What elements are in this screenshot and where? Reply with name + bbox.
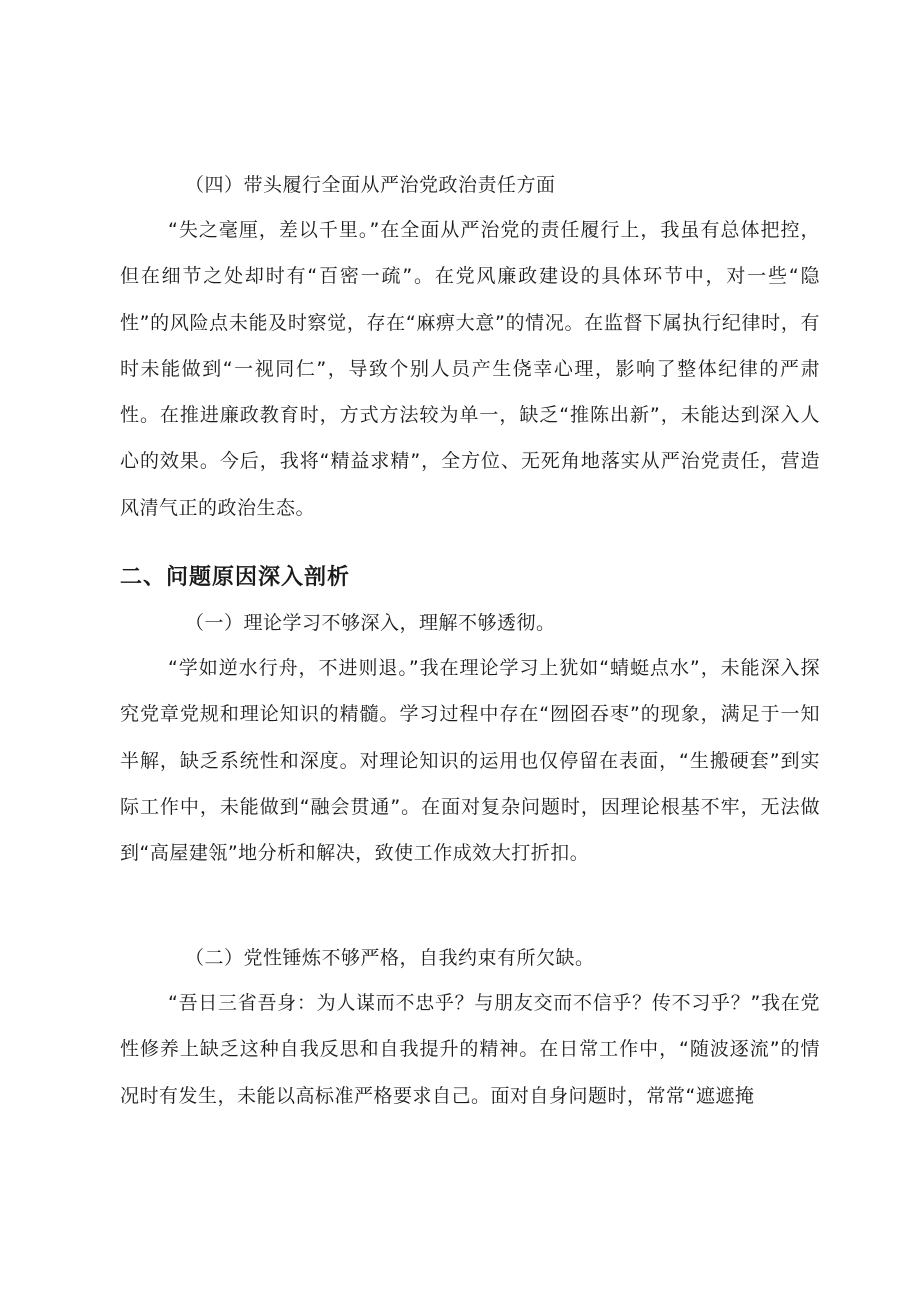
- cause2-paragraph: “吾日三省吾身：为人谋而不忠乎？与朋友交而不信乎？传不习乎？”我在党性修养上缺乏这种自我反思和自我提升的精神。在日常工作中，“随波逐流”的情况时有发生，未能以高标准严格要求自己。面对自身问题时，常常“遮遮掩: [120, 992, 820, 1107]
- cause1-heading: （一）理论学习不够深入，理解不够透彻。: [185, 612, 556, 634]
- cause2-heading: （二）党性锤炼不够严格，自我约束有所欠缺。: [185, 947, 595, 969]
- section4-paragraph: “失之毫厘，差以千里。”在全面从严治党的责任履行上，我虽有总体把控，但在细节之处却时有“百密一疏”。在党风廉政建设的具体环节中，对一些“隐性”的风险点未能及时察觉，存在“麻痹大意”的情况。在监督下属执行纪律时，有时未能做到“一视同仁”，导致个别人员产生侥幸心理，影响了整体纪律的严肃性。在推进廉政教育时，方式方法较为单一，缺乏“推陈出新”，未能达到深入人心的效果。今后，我将“精益求精”，全方位、无死角地落实从严治党责任，营造风清气正的政治生态。: [120, 219, 820, 519]
- section4-heading: （四）带头履行全面从严治党政治责任方面: [185, 174, 556, 196]
- part2-heading: 二、问题原因深入剖析: [120, 565, 351, 590]
- cause1-paragraph: “学如逆水行舟，不进则退。”我在理论学习上犹如“蜻蜓点水”，未能深入探究党章党规和理论知识的精髓。学习过程中存在“囫囵吞枣”的现象，满足于一知半解，缺乏系统性和深度。对理论知识的运用也仅停留在表面，“生搬硬套”到实际工作中，未能做到“融会贯通”。在面对复杂问题时，因理论根基不牢，无法做到“高屋建瓴”地分析和解决，致使工作成效大打折扣。: [120, 657, 820, 865]
